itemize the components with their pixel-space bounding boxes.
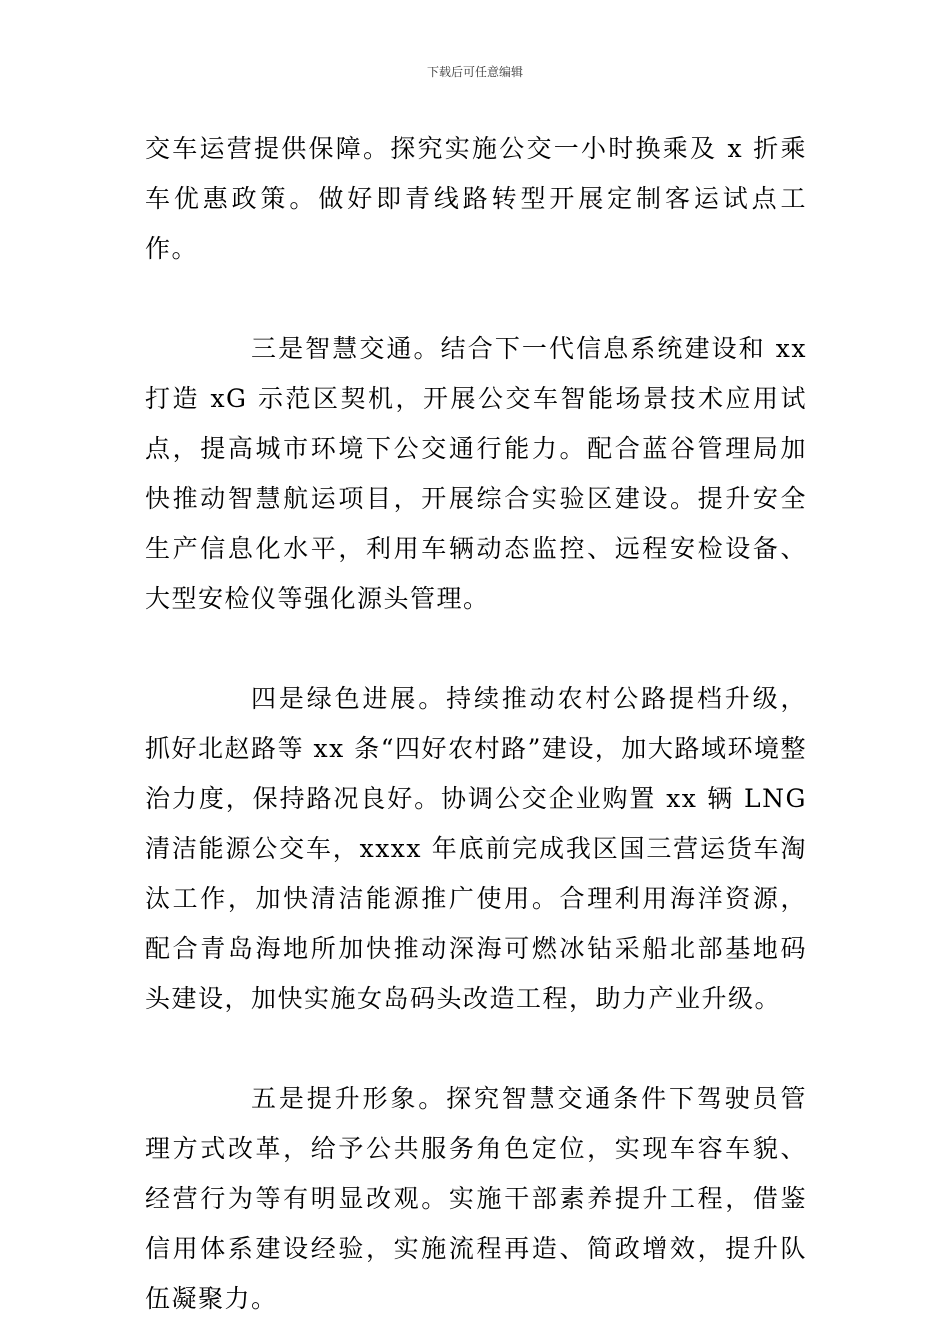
paragraph-image-improvement: 五是提升形象。探究智慧交通条件下驾驶员管理方式改革，给予公共服务角色定位，实现车容车貌、经营行为等有明显改观。实施干部素养提升工程，借鉴信用体系建设经验，实施流程再造、简政增效，提升队伍凝聚力。 (145, 1084, 807, 1313)
paragraph-smart-transport: 三是智慧交通。结合下一代信息系统建设和 xx 打造 xG 示范区契机，开展公交车智能场景技术应用试点，提高城市环境下公交通行能力。配合蓝谷管理局加快推动智慧航运项目，开展综合实验区建设。提升安全生产信息化水平，利用车辆动态监控、远程安检设备、大型安检仪等强化源头管理。 (145, 334, 807, 613)
paragraph-continued: 交车运营提供保障。探究实施公交一小时换乘及 x 折乘车优惠政策。做好即青线路转型开展定制客运试点工作。 (145, 134, 807, 263)
header-note: 下载后可任意编辑 (426, 65, 523, 79)
paragraph-green-development: 四是绿色进展。持续推动农村公路提档升级，抓好北赵路等 xx 条“四好农村路”建设，加大路域环境整治力度，保持路况良好。协调公交企业购置 xx 辆 LNG 清洁能源公交车，xxxx 年底前完成我区国三营运货车淘汰工作，加快清洁能源推广使用。合理利用海洋资源，配合青岛海地所加快推动深海可燃冰钻采船北部基地码头建设，加快实施女岛码头改造工程，助力产业升级。 (145, 684, 807, 1013)
document-body (145, 124, 807, 1324)
